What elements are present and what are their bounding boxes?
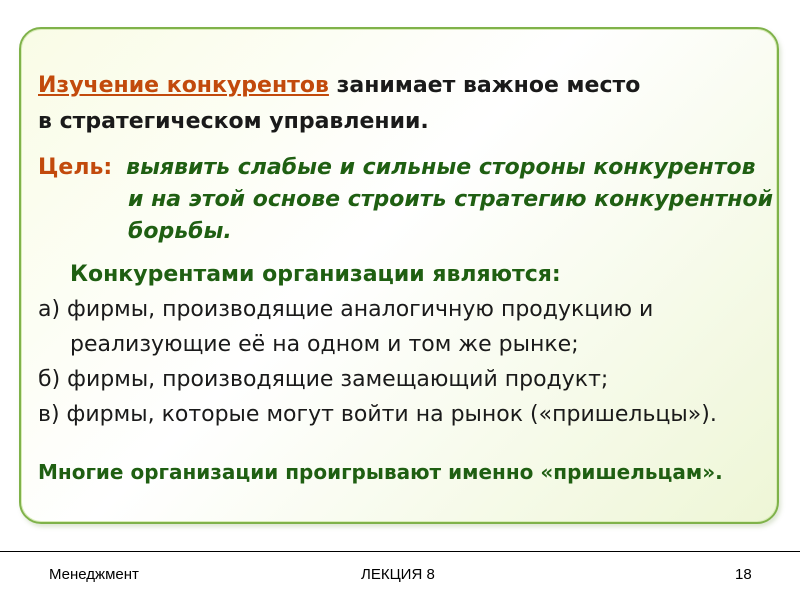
goal-text-2: и на этой основе строить стратегию конкурентной [128,187,774,212]
goal-label: Цель: [38,155,113,180]
list-item-a-line-1: а) фирмы, производящие аналогичную продукцию и [38,297,654,322]
footer-lecture: ЛЕКЦИЯ 8 [361,566,435,583]
footer-page-number: 18 [735,566,752,583]
intro-highlight: Изучение конкурентов [38,73,329,98]
conclusion-text: Многие организации проигрывают именно «пришельцам». [38,460,723,484]
footer-course: Менеджмент [49,566,139,583]
intro-rest: занимает важное место [328,73,641,98]
intro-line-2: в стратегическом управлении. [38,109,429,134]
intro-line-1 [38,72,640,100]
goal-line-1 [38,154,756,182]
competitors-heading: Конкурентами организации являются: [70,262,561,287]
list-item-a-line-2: реализующие её на одном и том же рынке; [70,332,579,357]
footer-divider [0,551,800,552]
goal-text-1: выявить слабые и сильные стороны конкурентов [126,155,756,180]
goal-text-3: борьбы. [128,219,232,244]
list-item-b: б) фирмы, производящие замещающий продукт; [38,367,609,392]
list-item-c: в) фирмы, которые могут войти на рынок («пришельцы»). [38,402,717,427]
